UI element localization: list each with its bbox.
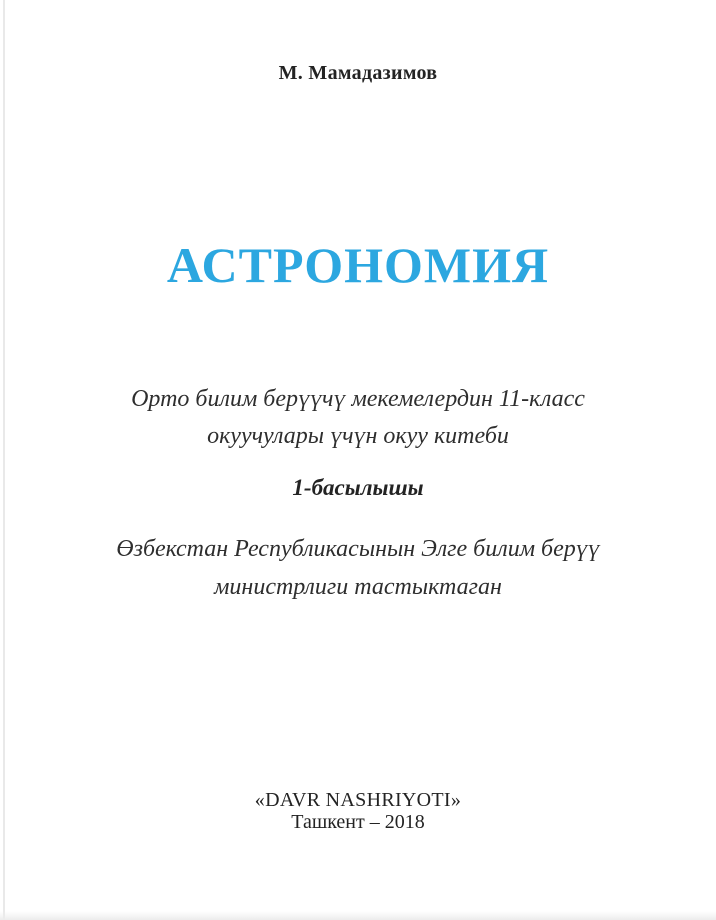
book-subtitle (0, 381, 716, 455)
publisher-name: «DAVR NASHRIYOTI» (254, 789, 462, 811)
author-name: М. Мамадазимов (278, 62, 438, 84)
approval-note (0, 530, 716, 606)
book-title: АСТРОНОМИЯ (166, 237, 550, 293)
city-and-year: Ташкент – 2018 (291, 811, 425, 833)
subtitle-line-2: окуучулары үчүн окуу китеби (207, 423, 509, 449)
subtitle-line-1: Орто билим берүүчү мекемелердин 11-класс (131, 386, 585, 412)
page-scan-left-edge (3, 0, 5, 920)
approval-line-1: Өзбекстан Республикасынын Элге билим берүү (116, 536, 600, 562)
edition-note: 1-басылышы (292, 475, 424, 500)
page-scan-bottom-shadow (0, 911, 716, 920)
approval-line-2: министрлиги тастыктаган (214, 574, 502, 600)
